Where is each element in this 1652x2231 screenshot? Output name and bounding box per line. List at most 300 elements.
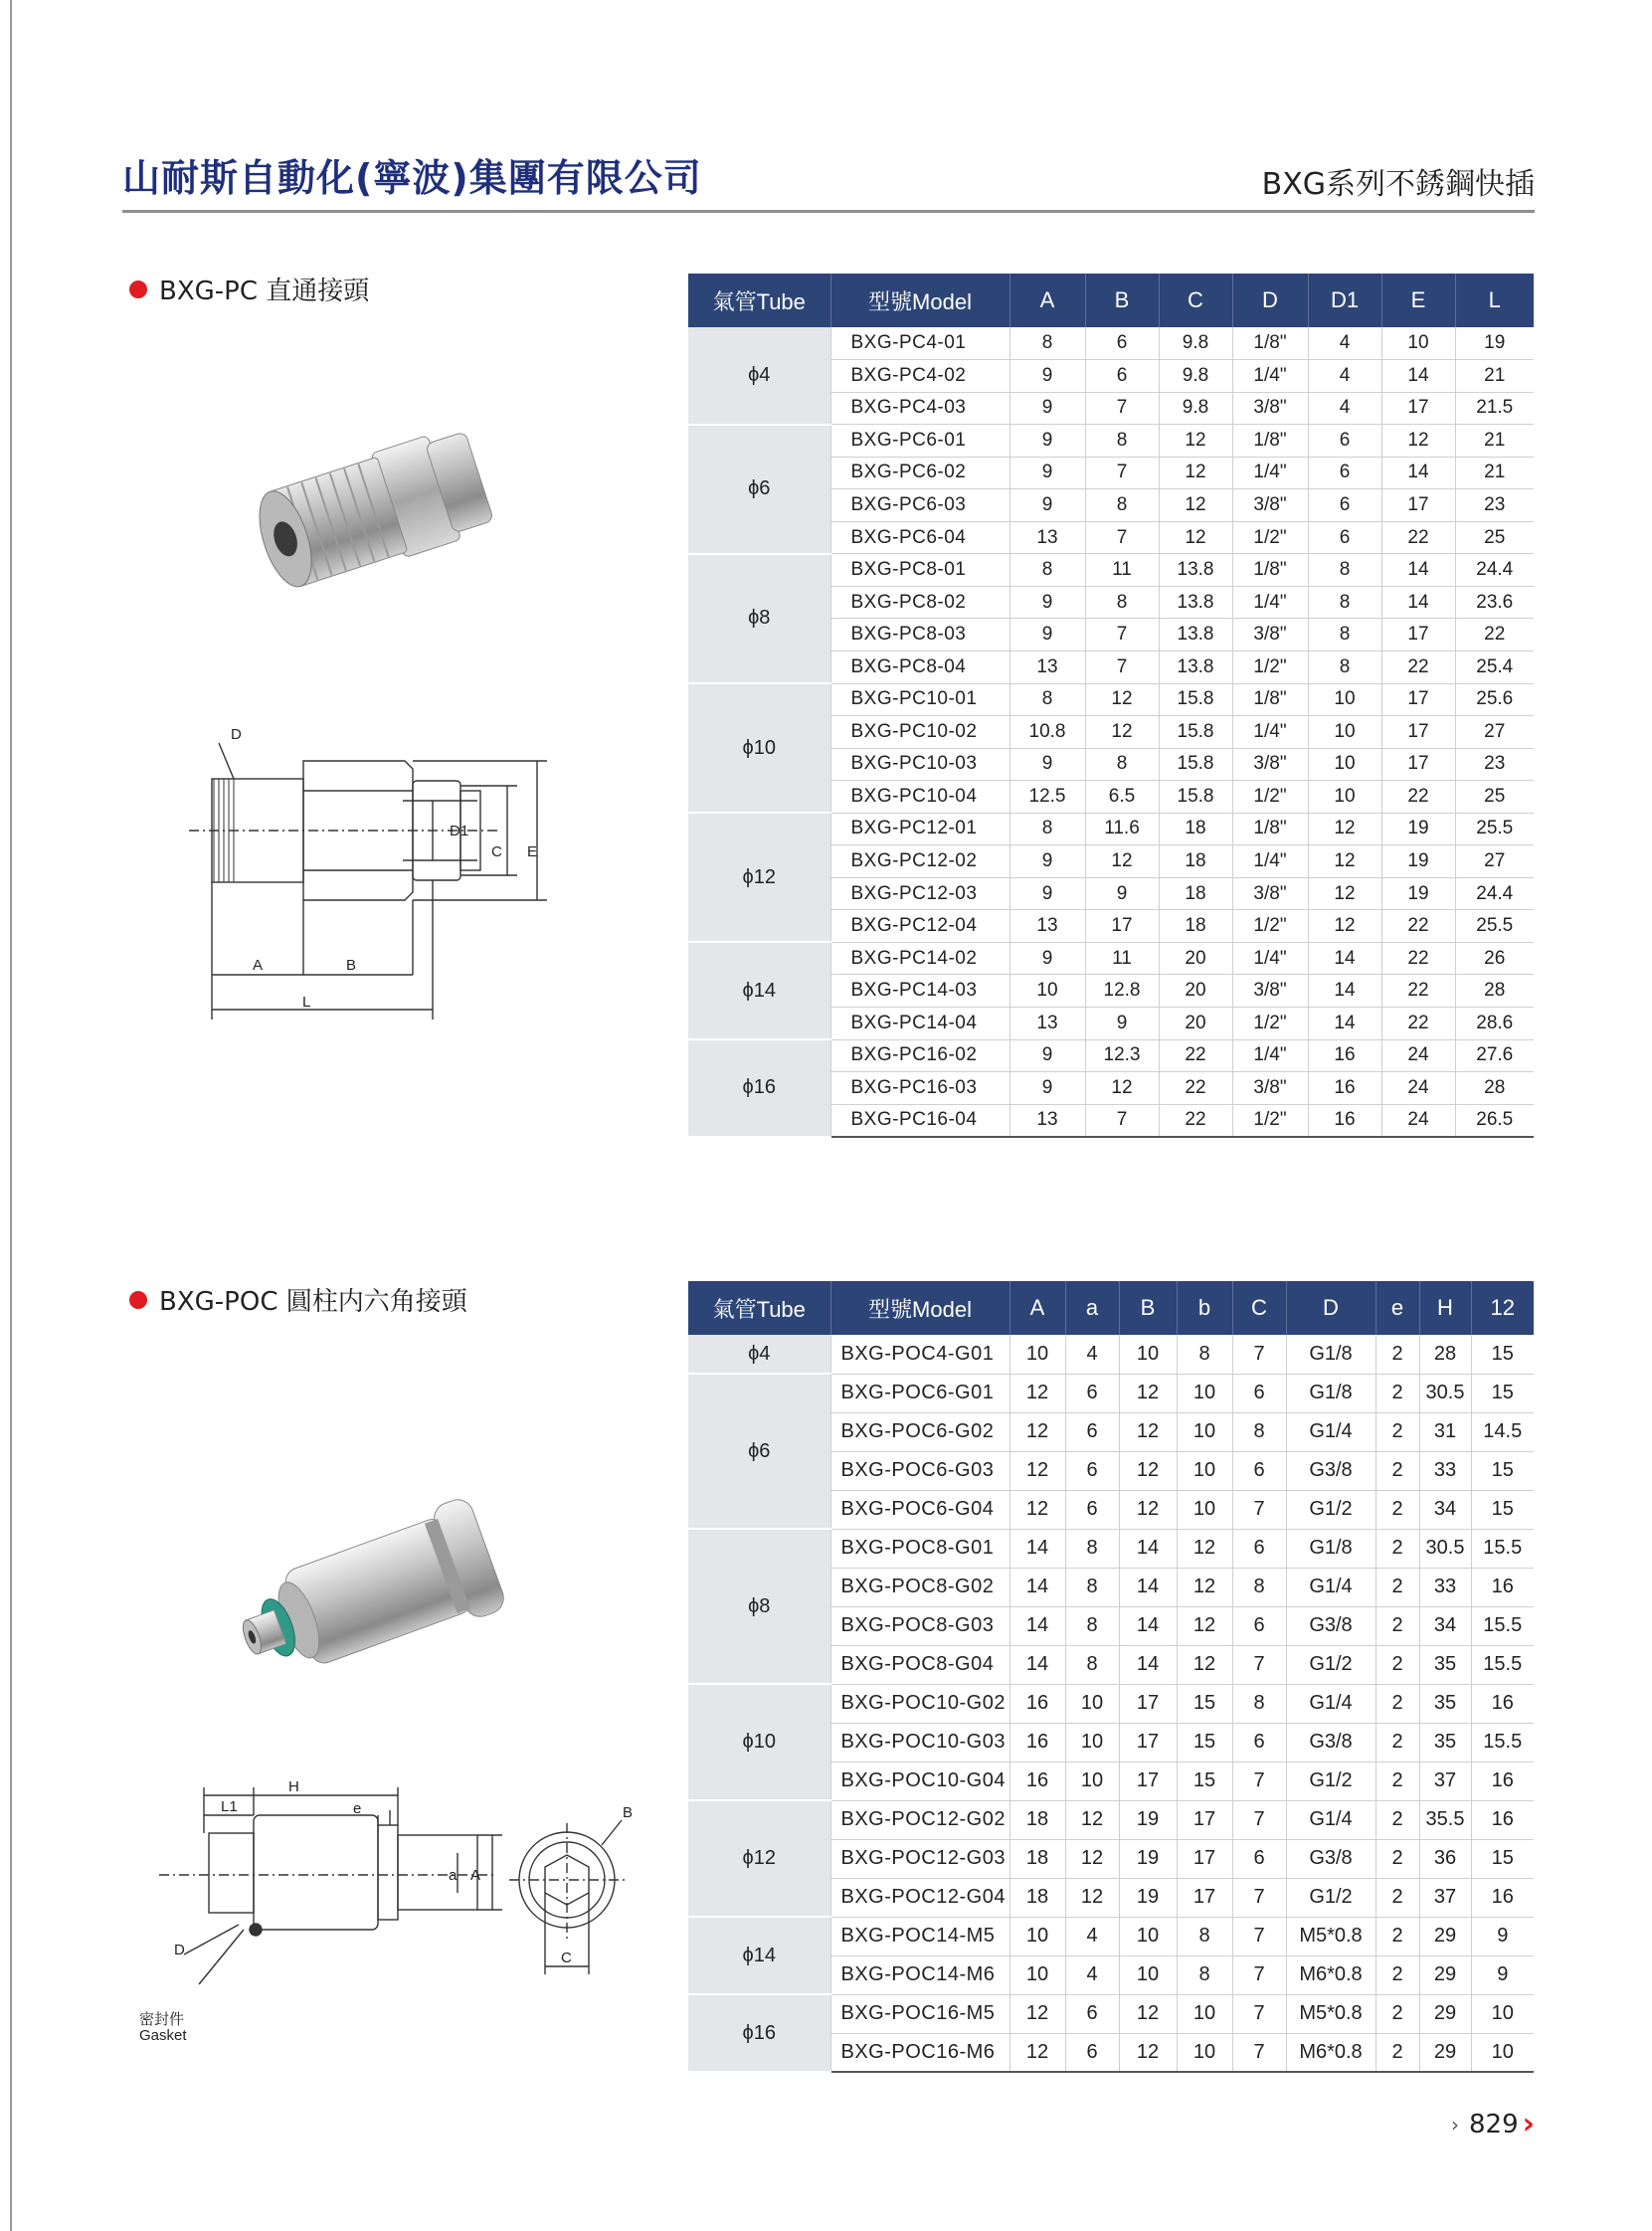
poc-table-row <box>688 1994 1534 2033</box>
poc-value-cell: 12 <box>1065 1878 1119 1917</box>
poc-value-cell: 7 <box>1232 2033 1286 2072</box>
pc-tube-cell: ϕ10 <box>688 683 830 813</box>
pc-value-cell: 4 <box>1308 392 1381 425</box>
poc-value-cell: 6 <box>1232 1529 1286 1568</box>
poc-value-cell: 15 <box>1471 1839 1534 1878</box>
poc-table-row <box>688 1335 1534 1374</box>
pc-value-cell: 12 <box>1159 457 1232 489</box>
poc-value-cell: 15.5 <box>1471 1723 1534 1762</box>
pc-value-cell: 22 <box>1381 975 1455 1008</box>
pc-value-cell: 22 <box>1381 942 1455 975</box>
pc-value-cell: 23 <box>1455 748 1534 781</box>
pc-value-cell: 1/8" <box>1232 425 1308 458</box>
pc-value-cell: 11 <box>1085 942 1159 975</box>
poc-model-cell: BXG-POC10-G02 <box>830 1684 1010 1723</box>
company-name: 山耐斯自動化(寧波)集團有限公司 <box>122 156 702 200</box>
pc-value-cell: 17 <box>1381 489 1455 522</box>
pc-value-cell: 6 <box>1085 360 1159 393</box>
page-number <box>1451 2107 1535 2141</box>
poc-table-row <box>688 1684 1534 1723</box>
poc-value-cell: 29 <box>1419 2033 1471 2072</box>
pc-model-cell: BXG-PC16-03 <box>830 1072 1010 1105</box>
poc-table-row <box>688 1529 1534 1568</box>
poc-value-cell: 6 <box>1065 1374 1119 1412</box>
pc-value-cell: 12 <box>1159 489 1232 522</box>
poc-value-cell: 8 <box>1177 1955 1232 1994</box>
poc-value-cell: 2 <box>1376 1839 1419 1878</box>
poc-value-cell: 17 <box>1119 1762 1177 1800</box>
pc-value-cell: 17 <box>1381 392 1455 425</box>
pc-value-cell: 14 <box>1381 586 1455 619</box>
poc-value-cell: 12 <box>1119 1490 1177 1529</box>
pc-value-cell: 24 <box>1381 1104 1455 1137</box>
pc-model-cell: BXG-PC12-02 <box>830 845 1010 878</box>
poc-tube-cell: ϕ10 <box>688 1684 830 1800</box>
poc-value-cell: 6 <box>1232 1723 1286 1762</box>
page-number-text: 829 <box>1468 2109 1519 2139</box>
pc-model-cell: BXG-PC6-02 <box>830 457 1010 489</box>
pc-table-row <box>688 942 1534 975</box>
pc-value-cell: 21.5 <box>1455 392 1534 425</box>
pc-value-cell: 7 <box>1085 521 1159 554</box>
pc-value-cell: 18 <box>1159 813 1232 845</box>
poc-value-cell: M6*0.8 <box>1286 1955 1376 1994</box>
pc-value-cell: 4 <box>1308 360 1381 393</box>
poc-value-cell: 7 <box>1232 1645 1286 1684</box>
pc-model-cell: BXG-PC6-01 <box>830 425 1010 458</box>
poc-value-cell: 12 <box>1119 1412 1177 1451</box>
poc-value-cell: 34 <box>1419 1606 1471 1645</box>
pc-model-cell: BXG-PC8-03 <box>830 619 1010 651</box>
poc-value-cell: 16 <box>1010 1723 1065 1762</box>
poc-value-cell: 7 <box>1232 1878 1286 1917</box>
poc-value-cell: 12 <box>1119 1374 1177 1412</box>
pc-value-cell: 12 <box>1085 716 1159 749</box>
poc-value-cell: 14 <box>1119 1606 1177 1645</box>
pc-value-cell: 3/8" <box>1232 748 1308 781</box>
pc-value-cell: 10.8 <box>1010 716 1085 749</box>
poc-value-cell: 31 <box>1419 1412 1471 1451</box>
pc-value-cell: 19 <box>1381 877 1455 910</box>
pc-value-cell: 21 <box>1455 457 1534 489</box>
pc-value-cell: 14 <box>1381 554 1455 587</box>
pc-value-cell: 7 <box>1085 392 1159 425</box>
pc-value-cell: 8 <box>1085 748 1159 781</box>
poc-value-cell: G1/2 <box>1286 1878 1376 1917</box>
pc-value-cell: 26.5 <box>1455 1104 1534 1137</box>
poc-value-cell: 2 <box>1376 1451 1419 1490</box>
pc-value-cell: 8 <box>1308 554 1381 587</box>
poc-value-cell: 7 <box>1232 1917 1286 1955</box>
poc-value-cell: 10 <box>1010 1335 1065 1374</box>
pc-value-cell: 21 <box>1455 360 1534 393</box>
poc-value-cell: 10 <box>1010 1955 1065 1994</box>
poc-value-cell: G1/4 <box>1286 1684 1376 1723</box>
pc-value-cell: 13.8 <box>1159 619 1232 651</box>
pc-value-cell: 13.8 <box>1159 554 1232 587</box>
poc-value-cell: 10 <box>1177 1994 1232 2033</box>
pc-value-cell: 10 <box>1010 975 1085 1008</box>
pc-value-cell: 16 <box>1308 1039 1381 1072</box>
pc-value-cell: 15.8 <box>1159 748 1232 781</box>
poc-value-cell: 30.5 <box>1419 1374 1471 1412</box>
poc-value-cell: 16 <box>1010 1762 1065 1800</box>
poc-value-cell: 18 <box>1010 1839 1065 1878</box>
pc-value-cell: 8 <box>1085 586 1159 619</box>
pc-value-cell: 25.6 <box>1455 683 1534 716</box>
pc-value-cell: 12 <box>1085 1072 1159 1105</box>
poc-value-cell: 2 <box>1376 1994 1419 2033</box>
pc-value-cell: 20 <box>1159 942 1232 975</box>
pc-value-cell: 17 <box>1381 683 1455 716</box>
poc-value-cell: 15 <box>1177 1762 1232 1800</box>
poc-value-cell: G3/8 <box>1286 1451 1376 1490</box>
pc-value-cell: 25.4 <box>1455 651 1534 683</box>
pc-value-cell: 1/2" <box>1232 1007 1308 1039</box>
pc-value-cell: 13 <box>1010 521 1085 554</box>
pc-value-cell: 23 <box>1455 489 1534 522</box>
pc-model-cell: BXG-PC16-04 <box>830 1104 1010 1137</box>
poc-value-cell: 12 <box>1119 1451 1177 1490</box>
poc-model-cell: BXG-POC14-M6 <box>830 1955 1010 1994</box>
pc-value-cell: 11.6 <box>1085 813 1159 845</box>
pc-value-cell: 1/4" <box>1232 716 1308 749</box>
poc-value-cell: 12 <box>1177 1568 1232 1606</box>
red-bullet-icon <box>129 1291 147 1309</box>
pc-value-cell: 13 <box>1010 1104 1085 1137</box>
pc-value-cell: 9 <box>1085 1007 1159 1039</box>
poc-model-cell: BXG-POC8-G01 <box>830 1529 1010 1568</box>
pc-value-cell: 6 <box>1308 425 1381 458</box>
pc-value-cell: 21 <box>1455 425 1534 458</box>
poc-dim-label-l1: L1 <box>221 1798 238 1815</box>
poc-model-cell: BXG-POC14-M5 <box>830 1917 1010 1955</box>
poc-value-cell: 10 <box>1065 1762 1119 1800</box>
pc-value-cell: 9 <box>1010 457 1085 489</box>
pc-value-cell: 24.4 <box>1455 554 1534 587</box>
pc-model-cell: BXG-PC14-03 <box>830 975 1010 1008</box>
poc-model-cell: BXG-POC12-G04 <box>830 1878 1010 1917</box>
pc-model-cell: BXG-PC10-02 <box>830 716 1010 749</box>
section-title-poc-text: BXG-POC 圓柱内六角接頭 <box>159 1287 467 1317</box>
poc-value-cell: G1/2 <box>1286 1645 1376 1684</box>
poc-value-cell: G1/8 <box>1286 1374 1376 1412</box>
pc-value-cell: 18 <box>1159 910 1232 943</box>
poc-value-cell: 8 <box>1232 1684 1286 1723</box>
poc-model-cell: BXG-POC12-G02 <box>830 1800 1010 1839</box>
poc-model-cell: BXG-POC12-G03 <box>830 1839 1010 1878</box>
poc-value-cell: 15 <box>1471 1490 1534 1529</box>
pc-value-cell: 7 <box>1085 619 1159 651</box>
pc-dim-label-a: A <box>253 957 264 974</box>
poc-model-cell: BXG-POC6-G02 <box>830 1412 1010 1451</box>
poc-value-cell: 16 <box>1471 1762 1534 1800</box>
poc-value-cell: M5*0.8 <box>1286 1917 1376 1955</box>
pc-product-photo <box>239 403 527 612</box>
pc-value-cell: 12.8 <box>1085 975 1159 1008</box>
pc-value-cell: 6 <box>1085 327 1159 360</box>
poc-value-cell: 12 <box>1010 1490 1065 1529</box>
pc-value-cell: 6.5 <box>1085 781 1159 814</box>
poc-tube-cell: ϕ16 <box>688 1994 830 2072</box>
poc-model-cell: BXG-POC10-G03 <box>830 1723 1010 1762</box>
pc-value-cell: 12 <box>1159 521 1232 554</box>
gasket-label-en: Gasket <box>139 2027 187 2044</box>
poc-spec-table <box>688 1281 1534 2073</box>
pc-col-header: L <box>1455 274 1534 327</box>
pc-value-cell: 17 <box>1381 619 1455 651</box>
pc-value-cell: 12 <box>1308 845 1381 878</box>
pc-dim-label-l: L <box>302 994 311 1011</box>
pc-value-cell: 3/8" <box>1232 489 1308 522</box>
poc-value-cell: 6 <box>1232 1374 1286 1412</box>
pc-model-cell: BXG-PC4-03 <box>830 392 1010 425</box>
poc-value-cell: 14 <box>1010 1568 1065 1606</box>
pc-col-header: 氣管Tube <box>688 274 830 327</box>
pc-value-cell: 10 <box>1381 327 1455 360</box>
pc-col-header: A <box>1010 274 1085 327</box>
pc-value-cell: 9 <box>1010 845 1085 878</box>
pc-value-cell: 8 <box>1308 651 1381 683</box>
poc-value-cell: 2 <box>1376 1684 1419 1723</box>
poc-value-cell: 10 <box>1177 2033 1232 2072</box>
poc-value-cell: 7 <box>1232 1955 1286 1994</box>
poc-value-cell: 7 <box>1232 1490 1286 1529</box>
pc-value-cell: 12.3 <box>1085 1039 1159 1072</box>
poc-value-cell: 33 <box>1419 1451 1471 1490</box>
pc-model-cell: BXG-PC10-04 <box>830 781 1010 814</box>
poc-value-cell: 6 <box>1232 1451 1286 1490</box>
poc-value-cell: 2 <box>1376 1606 1419 1645</box>
section-title-poc <box>129 1281 467 1318</box>
poc-value-cell: 16 <box>1471 1800 1534 1839</box>
pc-value-cell: 11 <box>1085 554 1159 587</box>
pc-value-cell: 7 <box>1085 651 1159 683</box>
pc-table-row <box>688 425 1534 458</box>
poc-value-cell: 2 <box>1376 1723 1419 1762</box>
pc-value-cell: 1/2" <box>1232 1104 1308 1137</box>
poc-value-cell: G1/8 <box>1286 1529 1376 1568</box>
poc-value-cell: 34 <box>1419 1490 1471 1529</box>
pc-model-cell: BXG-PC8-02 <box>830 586 1010 619</box>
poc-value-cell: G1/4 <box>1286 1800 1376 1839</box>
poc-value-cell: 2 <box>1376 1645 1419 1684</box>
pc-value-cell: 8 <box>1010 683 1085 716</box>
pc-value-cell: 1/4" <box>1232 942 1308 975</box>
pc-value-cell: 22 <box>1455 619 1534 651</box>
pc-model-cell: BXG-PC12-04 <box>830 910 1010 943</box>
pc-value-cell: 9.8 <box>1159 327 1232 360</box>
pc-dim-label-e: E <box>527 843 538 860</box>
pc-value-cell: 1/8" <box>1232 813 1308 845</box>
poc-value-cell: 19 <box>1119 1800 1177 1839</box>
poc-value-cell: 14 <box>1010 1606 1065 1645</box>
pc-col-header: D1 <box>1308 274 1381 327</box>
pc-value-cell: 12.5 <box>1010 781 1085 814</box>
pc-model-cell: BXG-PC12-01 <box>830 813 1010 845</box>
pc-value-cell: 18 <box>1159 877 1232 910</box>
poc-value-cell: 33 <box>1419 1568 1471 1606</box>
pc-table-row <box>688 683 1534 716</box>
poc-value-cell: 35 <box>1419 1645 1471 1684</box>
poc-value-cell: 10 <box>1471 1994 1534 2033</box>
pc-value-cell: 9 <box>1010 360 1085 393</box>
pc-value-cell: 1/4" <box>1232 360 1308 393</box>
chevron-right-small-icon: › <box>1450 2112 1459 2137</box>
pc-value-cell: 3/8" <box>1232 1072 1308 1105</box>
poc-col-header: b <box>1177 1281 1232 1335</box>
poc-value-cell: 8 <box>1177 1917 1232 1955</box>
pc-value-cell: 3/8" <box>1232 392 1308 425</box>
pc-table-header <box>688 274 1534 327</box>
pc-model-cell: BXG-PC10-01 <box>830 683 1010 716</box>
poc-col-header: e <box>1376 1281 1419 1335</box>
pc-model-cell: BXG-PC6-04 <box>830 521 1010 554</box>
poc-value-cell: 2 <box>1376 1878 1419 1917</box>
poc-value-cell: 12 <box>1065 1839 1119 1878</box>
pc-value-cell: 18 <box>1159 845 1232 878</box>
poc-value-cell: 2 <box>1376 1917 1419 1955</box>
poc-value-cell: 12 <box>1177 1645 1232 1684</box>
poc-value-cell: 15 <box>1177 1684 1232 1723</box>
poc-model-cell: BXG-POC16-M5 <box>830 1994 1010 2033</box>
poc-value-cell: 19 <box>1119 1839 1177 1878</box>
pc-value-cell: 19 <box>1381 813 1455 845</box>
poc-value-cell: 17 <box>1177 1800 1232 1839</box>
pc-value-cell: 12 <box>1159 425 1232 458</box>
poc-value-cell: 8 <box>1065 1645 1119 1684</box>
poc-value-cell: 10 <box>1065 1723 1119 1762</box>
poc-value-cell: 10 <box>1065 1684 1119 1723</box>
poc-dim-label-d: D <box>174 1942 185 1958</box>
pc-value-cell: 17 <box>1381 748 1455 781</box>
poc-value-cell: 12 <box>1177 1606 1232 1645</box>
pc-value-cell: 20 <box>1159 1007 1232 1039</box>
pc-value-cell: 25.5 <box>1455 813 1534 845</box>
pc-tube-cell: ϕ4 <box>688 327 830 425</box>
poc-value-cell: 7 <box>1232 1762 1286 1800</box>
pc-model-cell: BXG-PC14-02 <box>830 942 1010 975</box>
pc-col-header: B <box>1085 274 1159 327</box>
poc-dim-label-b: B <box>623 1804 634 1821</box>
poc-value-cell: 28 <box>1419 1335 1471 1374</box>
poc-value-cell: 8 <box>1065 1568 1119 1606</box>
poc-value-cell: 12 <box>1177 1529 1232 1568</box>
pc-value-cell: 9 <box>1010 392 1085 425</box>
pc-value-cell: 9 <box>1010 425 1085 458</box>
pc-value-cell: 28.6 <box>1455 1007 1534 1039</box>
pc-value-cell: 7 <box>1085 457 1159 489</box>
pc-dim-label-b: B <box>346 957 357 974</box>
poc-value-cell: 10 <box>1010 1917 1065 1955</box>
pc-model-cell: BXG-PC6-03 <box>830 489 1010 522</box>
pc-dim-label-d1: D1 <box>450 823 469 839</box>
poc-value-cell: 15 <box>1471 1335 1534 1374</box>
poc-table-header <box>688 1281 1534 1335</box>
pc-value-cell: 22 <box>1381 521 1455 554</box>
poc-value-cell: 8 <box>1177 1335 1232 1374</box>
pc-col-header: D <box>1232 274 1308 327</box>
pc-value-cell: 1/8" <box>1232 554 1308 587</box>
poc-value-cell: G1/2 <box>1286 1762 1376 1800</box>
pc-tube-cell: ϕ14 <box>688 942 830 1039</box>
poc-dim-label-h: H <box>288 1778 299 1795</box>
pc-value-cell: 9 <box>1085 877 1159 910</box>
pc-value-cell: 6 <box>1308 489 1381 522</box>
poc-tube-cell: ϕ8 <box>688 1529 830 1684</box>
pc-value-cell: 8 <box>1010 554 1085 587</box>
poc-tube-cell: ϕ14 <box>688 1917 830 1994</box>
pc-value-cell: 28 <box>1455 1072 1534 1105</box>
pc-value-cell: 8 <box>1010 813 1085 845</box>
pc-value-cell: 1/2" <box>1232 521 1308 554</box>
poc-value-cell: 7 <box>1232 1994 1286 2033</box>
pc-value-cell: 27 <box>1455 845 1534 878</box>
pc-value-cell: 10 <box>1308 781 1381 814</box>
pc-dim-label-d: D <box>231 726 242 743</box>
pc-value-cell: 9 <box>1010 1072 1085 1105</box>
poc-value-cell: 14 <box>1119 1645 1177 1684</box>
pc-tube-cell: ϕ6 <box>688 425 830 554</box>
pc-table-row <box>688 813 1534 845</box>
pc-model-cell: BXG-PC4-01 <box>830 327 1010 360</box>
poc-value-cell: 10 <box>1177 1490 1232 1529</box>
poc-value-cell: 16 <box>1471 1878 1534 1917</box>
pc-value-cell: 9 <box>1010 586 1085 619</box>
pc-value-cell: 27.6 <box>1455 1039 1534 1072</box>
poc-value-cell: 8 <box>1232 1568 1286 1606</box>
pc-value-cell: 10 <box>1308 748 1381 781</box>
pc-value-cell: 1/4" <box>1232 457 1308 489</box>
poc-value-cell: 17 <box>1119 1723 1177 1762</box>
pc-value-cell: 3/8" <box>1232 619 1308 651</box>
pc-col-header: C <box>1159 274 1232 327</box>
pc-value-cell: 17 <box>1381 716 1455 749</box>
poc-value-cell: 9 <box>1471 1917 1534 1955</box>
pc-value-cell: 12 <box>1308 910 1381 943</box>
pc-value-cell: 6 <box>1308 457 1381 489</box>
pc-value-cell: 12 <box>1381 425 1455 458</box>
pc-value-cell: 1/4" <box>1232 586 1308 619</box>
poc-value-cell: G3/8 <box>1286 1839 1376 1878</box>
poc-model-cell: BXG-POC4-G01 <box>830 1335 1010 1374</box>
poc-value-cell: 8 <box>1065 1606 1119 1645</box>
section-title-pc <box>129 271 369 307</box>
poc-tube-cell: ϕ6 <box>688 1374 830 1529</box>
pc-value-cell: 13 <box>1010 910 1085 943</box>
pc-value-cell: 25 <box>1455 781 1534 814</box>
poc-value-cell: 16 <box>1471 1568 1534 1606</box>
pc-dimension-drawing <box>189 721 567 1029</box>
poc-value-cell: 10 <box>1177 1451 1232 1490</box>
pc-value-cell: 16 <box>1308 1104 1381 1137</box>
poc-value-cell: 6 <box>1065 1451 1119 1490</box>
poc-value-cell: 7 <box>1232 1800 1286 1839</box>
pc-value-cell: 15.8 <box>1159 683 1232 716</box>
pc-model-cell: BXG-PC8-04 <box>830 651 1010 683</box>
poc-value-cell: 12 <box>1010 2033 1065 2072</box>
poc-value-cell: 36 <box>1419 1839 1471 1878</box>
poc-value-cell: 8 <box>1065 1529 1119 1568</box>
poc-value-cell: 15 <box>1177 1723 1232 1762</box>
pc-value-cell: 3/8" <box>1232 877 1308 910</box>
poc-model-cell: BXG-POC6-G04 <box>830 1490 1010 1529</box>
poc-value-cell: 6 <box>1065 1490 1119 1529</box>
pc-table-row <box>688 327 1534 360</box>
poc-value-cell: 15 <box>1471 1451 1534 1490</box>
poc-value-cell: 37 <box>1419 1878 1471 1917</box>
poc-value-cell: 2 <box>1376 1762 1419 1800</box>
